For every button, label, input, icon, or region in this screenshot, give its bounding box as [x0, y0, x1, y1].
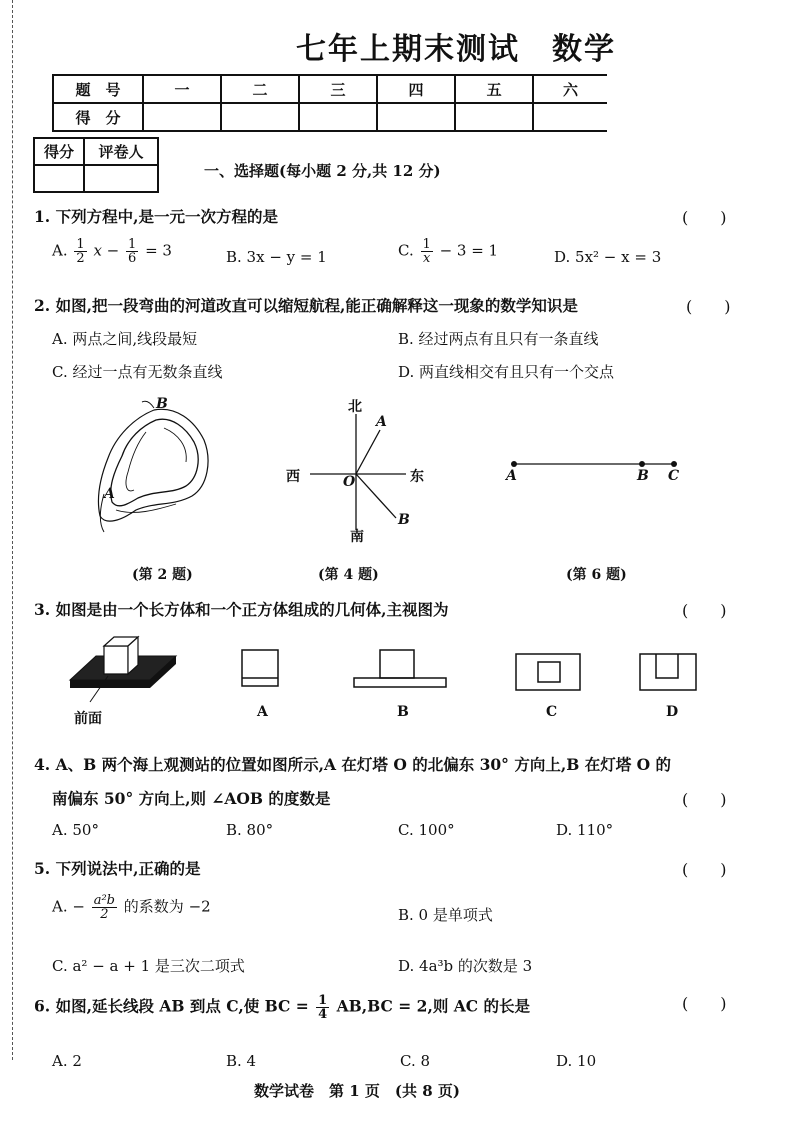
q1-option-c[interactable] — [398, 238, 498, 265]
view-option-a[interactable]: A — [257, 704, 268, 720]
q5-stem: 5. 下列说法中,正确的是 — [34, 859, 201, 878]
segment-figure — [506, 456, 686, 472]
compass-north: 北 — [348, 399, 362, 415]
score-cell[interactable] — [221, 103, 299, 131]
grader-name-label: 评卷人 — [84, 138, 158, 165]
view-option-b[interactable]: B — [397, 704, 409, 720]
view-option-d[interactable]: D — [666, 704, 679, 720]
q4-stem-line1: 4. A、B 两个海上观测站的位置如图所示,A 在灯塔 O 的北偏东 30° 方向上,B 在灯塔 O 的 — [34, 755, 672, 774]
view-option-a-drawing — [240, 648, 280, 690]
score-header-5: 五 — [455, 75, 533, 103]
numerator: 1 — [76, 237, 85, 252]
q3-stem: 3. 如图是由一个长方体和一个正方体组成的几何体,主视图为 — [34, 600, 449, 619]
denominator: 4 — [318, 1007, 328, 1022]
grader-table — [33, 137, 159, 193]
score-table — [52, 74, 607, 132]
denominator: 2 — [76, 251, 85, 266]
q5-a-prefix: A. − — [52, 897, 85, 916]
river-point-a: A — [104, 486, 115, 502]
score-header-6: 六 — [533, 75, 607, 103]
q6-stem-end: AB,BC = 2,则 AC 的长是 — [336, 996, 530, 1016]
numerator: 1 — [422, 237, 431, 252]
q5-option-a[interactable] — [52, 894, 211, 921]
score-cell[interactable] — [377, 103, 455, 131]
page-footer: 数学试卷 第 1 页 (共 8 页) — [254, 1082, 460, 1100]
q1-option-a[interactable] — [52, 238, 172, 265]
q3-answer-paren[interactable]: ( ) — [682, 601, 727, 620]
score-row-label: 得 分 — [53, 103, 143, 131]
q6-stem-prefix: 6. 如图,延长线段 AB 到点 C,使 BC = — [34, 996, 309, 1016]
view-option-d-drawing — [638, 652, 702, 694]
fraction — [74, 238, 86, 265]
q1-stem: 1. 下列方程中,是一元一次方程的是 — [34, 207, 278, 226]
fraction — [126, 238, 138, 265]
q4-option-d[interactable]: D. 110° — [556, 821, 614, 839]
q2-stem: 2. 如图,把一段弯曲的河道改直可以缩短航程,能正确解释这一现象的数学知识是 — [34, 296, 578, 315]
fraction — [421, 238, 433, 265]
segment-point-a: A — [506, 468, 517, 484]
denominator: 6 — [128, 251, 137, 266]
q2-option-a[interactable]: A. 两点之间,线段最短 — [52, 330, 198, 348]
q5-option-b[interactable]: B. 0 是单项式 — [398, 906, 493, 924]
river-point-b: B — [156, 396, 168, 412]
binding-line — [12, 0, 13, 1060]
figure4-caption: (第 4 题) — [318, 567, 379, 583]
numerator: a²b — [93, 893, 116, 908]
q1-c-end: − 3 = 1 — [439, 241, 499, 260]
score-header-3: 三 — [299, 75, 377, 103]
numerator: 1 — [128, 237, 137, 252]
score-cell[interactable] — [299, 103, 377, 131]
q2-option-b[interactable]: B. 经过两点有且只有一条直线 — [398, 330, 599, 348]
q4-answer-paren[interactable]: ( ) — [682, 790, 727, 809]
q1-answer-paren[interactable]: ( ) — [682, 208, 727, 227]
q1-a-mid: x − — [93, 241, 120, 260]
q4-stem-line2: 南偏东 50° 方向上,则 ∠AOB 的度数是 — [52, 789, 331, 808]
q2-option-d[interactable]: D. 两直线相交有且只有一个交点 — [398, 363, 615, 381]
q6-option-c[interactable]: C. 8 — [400, 1052, 431, 1070]
q4-option-a[interactable]: A. 50° — [52, 821, 99, 839]
numerator: 1 — [318, 993, 328, 1008]
figure2-caption: (第 2 题) — [132, 567, 193, 583]
q1-a-end: = 3 — [145, 241, 172, 260]
q2-option-c[interactable]: C. 经过一点有无数条直线 — [52, 363, 223, 381]
q6-option-b[interactable]: B. 4 — [226, 1052, 257, 1070]
view-option-b-drawing — [352, 648, 448, 690]
q2-answer-paren[interactable]: ( ) — [686, 297, 731, 316]
fraction — [92, 894, 117, 921]
score-header-1: 一 — [143, 75, 221, 103]
river-figure — [94, 398, 214, 548]
q1-c-prefix: C. — [398, 241, 414, 260]
solid-front-label: 前面 — [74, 711, 102, 727]
q5-option-d[interactable]: D. 4a³b 的次数是 3 — [398, 957, 533, 975]
q6-answer-paren[interactable]: ( ) — [682, 994, 727, 1013]
q6-option-d[interactable]: D. 10 — [556, 1052, 597, 1070]
segment-point-b: B — [637, 468, 649, 484]
fraction — [316, 994, 329, 1021]
q1-a-prefix: A. — [52, 241, 68, 260]
grader-score-cell[interactable] — [34, 165, 84, 192]
compass-point-a: A — [376, 414, 387, 430]
page-title: 七年上期末测试 数学 — [296, 32, 616, 67]
compass-origin-o: O — [343, 474, 356, 490]
segment-point-c: C — [668, 468, 680, 484]
score-cell[interactable] — [143, 103, 221, 131]
score-header-label: 题 号 — [53, 75, 143, 103]
denominator: x — [422, 251, 431, 266]
q1-option-d[interactable]: D. 5x² − x = 3 — [554, 248, 662, 266]
compass-west: 西 — [286, 469, 300, 485]
q6-option-a[interactable]: A. 2 — [52, 1052, 82, 1070]
q1-option-b[interactable]: B. 3x − y = 1 — [226, 248, 327, 266]
denominator: 2 — [100, 907, 109, 922]
q4-option-b[interactable]: B. 80° — [226, 821, 274, 839]
score-cell[interactable] — [533, 103, 607, 131]
section-heading: 一、选择题(每小题 2 分,共 12 分) — [204, 162, 441, 180]
q5-a-end: 的系数为 −2 — [123, 897, 211, 916]
score-header-4: 四 — [377, 75, 455, 103]
score-header-2: 二 — [221, 75, 299, 103]
figure6-caption: (第 6 题) — [566, 567, 627, 583]
compass-east: 东 — [410, 469, 424, 485]
compass-south: 南 — [350, 529, 364, 545]
solid-figure — [68, 632, 180, 712]
q5-answer-paren[interactable]: ( ) — [682, 860, 727, 879]
q6-stem — [34, 994, 530, 1021]
q5-option-c[interactable]: C. a² − a + 1 是三次二项式 — [52, 957, 245, 975]
grader-score-label: 得分 — [34, 138, 84, 165]
score-cell[interactable] — [455, 103, 533, 131]
q4-option-c[interactable]: C. 100° — [398, 821, 455, 839]
view-option-c-drawing — [514, 652, 584, 694]
compass-point-b: B — [398, 512, 410, 528]
view-option-c[interactable]: C — [546, 704, 558, 720]
grader-name-cell[interactable] — [84, 165, 158, 192]
